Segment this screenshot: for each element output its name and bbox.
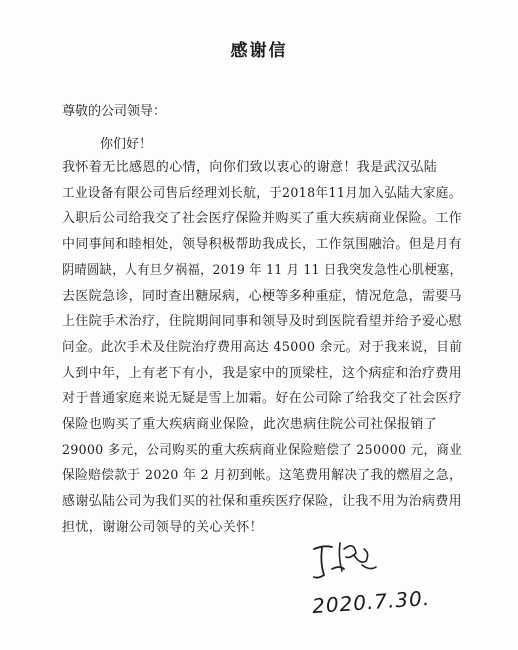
body-line: 阴晴圆缺，人有旦夕祸福，2019 年 11 月 11 日我突发急性心肌梗塞， bbox=[62, 263, 463, 278]
body-line: 我怀着无比感恩的心情，向你们致以衷心的谢意！我是武汉弘陆 bbox=[62, 160, 438, 175]
body-line: 感谢弘陆公司为我们买的社保和重疾医疗保险，让我不用为治病费用 bbox=[62, 494, 463, 509]
body-line: 工业设备有限公司售后经理刘长航，于2018年11月加入弘陆大家庭。 bbox=[62, 186, 462, 201]
body-line: 保险赔偿款于 2020 年 2 月初到帐。这笔费用解决了我的燃眉之急， bbox=[62, 468, 463, 483]
body-line: 人到中年，上有老下有小，我是家中的顶梁柱，这个病症和治疗费用 bbox=[62, 366, 463, 381]
greeting: 你们好！ bbox=[100, 137, 153, 152]
salutation: 尊敬的公司领导： bbox=[62, 104, 167, 119]
body-line: 问金。此次手术及住院治疗费用高达 45000 余元。对于我来说，目前 bbox=[62, 340, 463, 355]
body-line: 保险也购买了重大疾病商业保险，此次患病住院公司社保报销了 bbox=[62, 417, 438, 432]
body-line: 中同事间和睦相处，领导积极帮助我成长，工作氛围融洽。但是月有 bbox=[62, 237, 463, 252]
body-line: 上住院手术治疗，住院期间同事和领导及时到医院看望并给予爱心慰 bbox=[62, 314, 463, 329]
body-line: 去医院急诊，同时查出糖尿病，心梗等多种重症，情况危急，需要马 bbox=[62, 289, 463, 304]
handwritten-signature bbox=[310, 535, 380, 585]
body-line: 对于普通家庭来说无疑是雪上加霜。好在公司除了给我交了社会医疗 bbox=[62, 391, 463, 406]
signature-date: 2020.7.30. bbox=[311, 585, 431, 619]
body-line: 担忧，谢谢公司领导的关心关怀！ bbox=[62, 520, 264, 535]
body-line: 入职后公司给我交了社会医疗保险并购买了重大疾病商业保险。工作 bbox=[62, 211, 463, 226]
letter-title: 感谢信 bbox=[230, 41, 288, 61]
body-line: 29000 多元，公司购买的重大疾病商业保险赔偿了 250000 元，商业 bbox=[62, 443, 463, 458]
